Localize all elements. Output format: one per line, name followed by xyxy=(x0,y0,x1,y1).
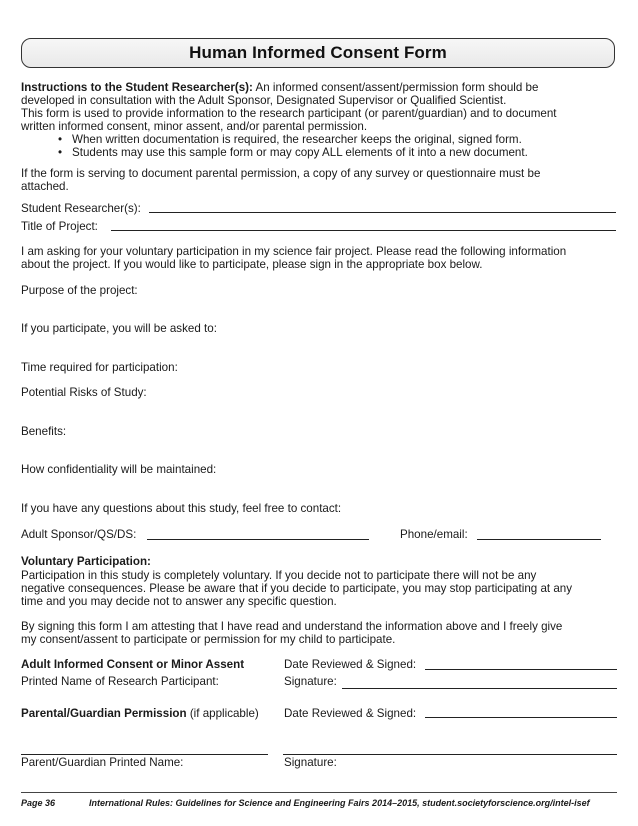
voluntary-line-3: time and you may decide not to answer any specific question. xyxy=(21,595,337,608)
attest-line-1: By signing this form I am attesting that I have read and understand the information above and I freely give xyxy=(21,620,563,633)
voluntary-line-2: negative consequences. Please be aware that if you decide to participate, you may stop participating at any xyxy=(21,582,573,595)
adult-printed-name-label: Printed Name of Research Participant: xyxy=(21,675,219,688)
bullet-item: • When written documentation is required, the researcher keeps the original, signed form. xyxy=(55,133,528,146)
instructions-line-4: written informed consent, minor assent, and/or parental permission. xyxy=(21,120,368,133)
adult-sponsor-field[interactable] xyxy=(147,539,369,540)
adult-signature-label: Signature: xyxy=(284,675,337,688)
student-researchers-label: Student Researcher(s): xyxy=(21,202,141,215)
instructions-line-1 xyxy=(21,81,538,94)
adult-consent-heading-text: Adult Informed Consent or Minor Assent xyxy=(21,658,245,671)
asked-to-label: If you participate, you will be asked to: xyxy=(21,322,217,335)
adult-date-signed-label: Date Reviewed & Signed: xyxy=(284,658,417,671)
student-researchers-field[interactable] xyxy=(149,212,616,213)
risks-label: Potential Risks of Study: xyxy=(21,386,147,399)
instructions-heading: Instructions to the Student Researcher(s): xyxy=(21,81,253,94)
benefits-label: Benefits: xyxy=(21,425,67,438)
confidentiality-label: How confidentiality will be maintained: xyxy=(21,463,217,476)
parental-date-signed-field[interactable] xyxy=(425,717,617,718)
instructions-line-3: This form is used to provide information to the research participant (or parent/guardian) and to document xyxy=(21,107,557,120)
adult-signature-field[interactable] xyxy=(342,688,617,689)
parent-signature-field[interactable] xyxy=(283,754,617,755)
title-of-project-field[interactable] xyxy=(111,230,616,231)
parental-heading-note: (if applicable) xyxy=(186,707,259,720)
intro-line-1: I am asking for your voluntary participation in my science fair project. Please read the following information xyxy=(21,245,567,258)
parent-printed-name-label: Parent/Guardian Printed Name: xyxy=(21,756,184,769)
voluntary-heading-text: Voluntary Participation: xyxy=(21,555,151,568)
adult-sponsor-label: Adult Sponsor/QS/DS: xyxy=(21,528,137,541)
parental-heading-text: Parental/Guardian Permission xyxy=(21,707,187,720)
bullet-item: • Students may use this sample form or may copy ALL elements of it into a new document. xyxy=(55,146,528,159)
voluntary-line-1: Participation in this study is completely voluntary. If you decide not to participate there will not be any xyxy=(21,569,537,582)
phone-email-label: Phone/email: xyxy=(400,528,468,541)
footer-divider xyxy=(21,792,617,793)
instructions-bullets xyxy=(55,133,528,159)
footer-text: International Rules: Guidelines for Science and Engineering Fairs 2014–2015, student.societyforscience.org/intel-isef xyxy=(89,798,590,808)
parental-heading xyxy=(21,707,259,720)
phone-email-field[interactable] xyxy=(477,539,601,540)
form-title: Human Informed Consent Form xyxy=(189,43,447,62)
parent-signature-label: Signature: xyxy=(284,756,337,769)
parental-note-line-1: If the form is serving to document parental permission, a copy of any survey or questionnaire must be xyxy=(21,167,541,180)
footer-page-number: Page 36 xyxy=(21,798,56,808)
adult-date-signed-field[interactable] xyxy=(425,669,617,670)
voluntary-heading xyxy=(21,555,151,568)
attest-line-2: my consent/assent to participate or permission for my child to participate. xyxy=(21,633,396,646)
instructions-line-1-text: An informed consent/assent/permission form should be xyxy=(252,81,539,94)
questions-label: If you have any questions about this study, feel free to contact: xyxy=(21,502,342,515)
intro-line-2: about the project. If you would like to participate, please sign in the appropriate box below. xyxy=(21,258,483,271)
parental-note-line-2: attached. xyxy=(21,180,69,193)
form-title-box xyxy=(21,38,615,68)
title-of-project-label: Title of Project: xyxy=(21,220,98,233)
instructions-line-2: developed in consultation with the Adult Sponsor, Designated Supervisor or Qualified Scientist. xyxy=(21,94,507,107)
parent-printed-name-field[interactable] xyxy=(21,754,268,755)
purpose-label: Purpose of the project: xyxy=(21,284,138,297)
adult-consent-heading xyxy=(21,658,244,671)
parental-date-signed-label: Date Reviewed & Signed: xyxy=(284,707,417,720)
time-required-label: Time required for participation: xyxy=(21,361,178,374)
